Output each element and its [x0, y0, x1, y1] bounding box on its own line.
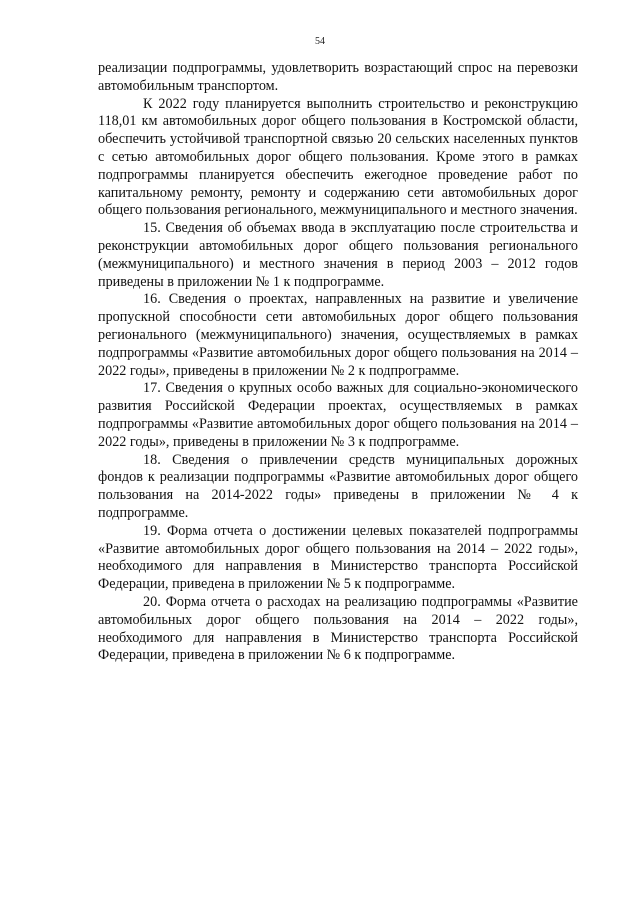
paragraph-item-20: 20. Форма отчета о расходах на реализацию подпрограммы «Развитие автомобильных дорог общего пользования на 2014 – 2022 годы», необходимого для направления в Министерство транспорта Российской Федерации, приведена в приложении № 6 к подпрограмме.: [98, 593, 578, 664]
document-body: [98, 60, 578, 665]
paragraph-item-16: 16. Сведения о проектах, направленных на развитие и увеличение пропускной способности сети автомобильных дорог общего пользования регионального (межмуниципального) значения, осуществляемых в рамках подпрограммы «Развитие автомобильных дорог общего пользования на 2014 – 2022 годы», приведены в приложении № 2 к подпрограмме.: [98, 291, 578, 379]
paragraph-continuation: реализации подпрограммы, удовлетворить возрастающий спрос на перевозки автомобильным транспортом.: [98, 60, 578, 94]
paragraph-item-18: 18. Сведения о привлечении средств муниципальных дорожных фондов к реализации подпрограммы «Развитие автомобильных дорог общего пользования на 2014-2022 годы» приведены в приложении № 4 к подпрограмме.: [98, 451, 578, 521]
paragraph-item-15: 15. Сведения об объемах ввода в эксплуатацию после строительства и реконструкции автомобильных дорог общего пользования регионального (межмуниципального) и местного значения в период 2003 – 2012 годов приведены в приложении № 1 к подпрограмме.: [98, 220, 578, 290]
paragraph-item-19: 19. Форма отчета о достижении целевых показателей подпрограммы «Развитие автомобильных дорог общего пользования на 2014 – 2022 годы», необходимого для направления в Министерство транспорта Российской Федерации, приведена в приложении № 5 к подпрограмме.: [98, 522, 578, 593]
paragraph-plans-2022: К 2022 году планируется выполнить строительство и реконструкцию 118,01 км автомобильных дорог общего пользования в Костромской области, обеспечить устойчивой транспортной связью 20 сельских населенных пунктов с сетью автомобильных дорог общего пользования. Кроме этого в рамках подпрограммы планируется обеспечить ежегодное проведение работ по капитальному ремонту, ремонту и содержанию сети автомобильных дорог общего пользования регионального, межмуниципального и местного значения.: [98, 95, 578, 219]
page-number: 54: [315, 36, 325, 47]
paragraph-item-17: 17. Сведения о крупных особо важных для социально-экономического развития Российской Федерации проектах, осуществляемых в рамках подпрограммы «Развитие автомобильных дорог общего пользования на 2014 – 2022 годы», приведены в приложении № 3 к подпрограмме.: [98, 380, 578, 450]
